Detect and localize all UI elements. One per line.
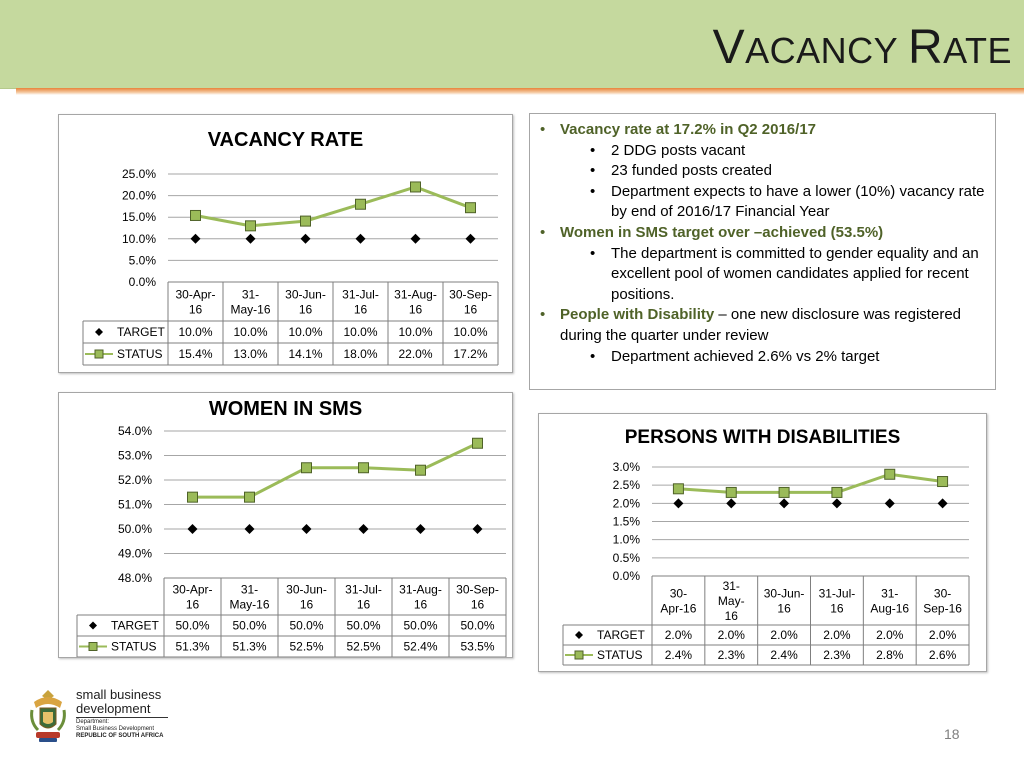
status-line (193, 443, 478, 497)
y-tick-label: 0.0% (128, 275, 156, 289)
y-tick-label: 50.0% (117, 522, 152, 536)
y-tick-label: 53.0% (117, 448, 152, 463)
bullet-dot: • (590, 347, 596, 365)
target-marker (302, 524, 312, 534)
vacancy-rate-plot (59, 115, 512, 372)
bullet-women-sms-text: Women in SMS target over –achieved (53.5%) (560, 223, 884, 241)
x-tick-label: 16 (408, 302, 423, 317)
sub-bullet (538, 182, 988, 223)
y-tick-label: 1.5% (612, 514, 640, 529)
x-tick-label: 30-Apr- (172, 582, 213, 597)
status-value-cell: 51.3% (232, 639, 267, 654)
x-tick-label: 31- (722, 579, 740, 593)
logo-country: REPUBLIC OF SOUTH AFRICA (76, 733, 164, 739)
status-marker (416, 465, 426, 475)
target-value-cell: 50.0% (403, 618, 438, 633)
target-value-cell: 2.0% (717, 628, 745, 642)
x-tick-label: 31-Jul- (345, 582, 382, 597)
status-value-cell: 2.3% (823, 648, 851, 662)
bullet-dot: • (540, 306, 546, 324)
x-tick-label: 30-Sep- (456, 582, 499, 597)
x-tick-label: 31-Jul- (818, 586, 856, 601)
y-tick-label: 25.0% (121, 167, 156, 181)
x-tick-label: 16 (353, 302, 368, 317)
x-tick-label: 16 (470, 597, 485, 612)
x-tick-label: 16 (185, 597, 200, 612)
vacancy-rate-chart (58, 114, 513, 373)
status-value-cell: 22.0% (398, 347, 433, 361)
x-tick-label: 30-Jun- (285, 287, 326, 302)
status-value-cell: 13.0% (233, 347, 268, 361)
status-marker (191, 210, 201, 220)
x-tick-label: 30-Jun- (763, 586, 805, 601)
coat-of-arms-icon (28, 688, 68, 744)
target-value-cell: 2.0% (876, 628, 904, 642)
status-value-cell: 14.1% (288, 347, 323, 361)
legend-status-marker (95, 350, 103, 358)
legend-target-marker (89, 622, 97, 630)
target-marker (885, 498, 895, 508)
target-marker (246, 234, 256, 244)
status-value-cell: 2.3% (717, 648, 745, 662)
target-marker (726, 498, 736, 508)
sub-bullet-text: The department is committed to gender equality and an excellent pool of women candidates applied for recent positions. (611, 244, 979, 303)
status-marker (359, 463, 369, 473)
y-tick-label: 48.0% (117, 571, 152, 585)
y-tick-label: 0.0% (612, 569, 640, 583)
sub-bullet-text: Department achieved 2.6% vs 2% target (611, 347, 880, 365)
bullet-dot: • (540, 223, 546, 241)
bullet-dot: • (590, 244, 596, 262)
target-value-cell: 10.0% (288, 325, 323, 339)
target-marker (938, 498, 948, 508)
sub-bullet (538, 347, 988, 368)
x-tick-label: 16 (298, 302, 313, 317)
bullet-dot: • (540, 121, 546, 138)
x-tick-label: 31- (240, 582, 259, 597)
x-tick-label: Aug-16 (870, 601, 910, 616)
sub-bullet (538, 161, 988, 182)
page-number: 18 (944, 726, 960, 742)
x-tick-label: 16 (413, 597, 428, 612)
status-marker (466, 203, 476, 213)
logo-dept-label: Department: (76, 719, 110, 725)
bullet-dot: • (590, 162, 596, 180)
status-marker (245, 492, 255, 502)
status-value-cell: 51.3% (175, 639, 210, 654)
status-marker (301, 216, 311, 226)
target-value-cell: 10.0% (233, 325, 268, 339)
status-line (196, 187, 471, 226)
x-tick-label: 16 (830, 601, 844, 616)
status-marker (938, 477, 948, 487)
status-marker (302, 463, 312, 473)
status-marker (832, 487, 842, 497)
sub-bullet-text: 23 funded posts created (611, 162, 772, 180)
status-value-cell: 52.5% (289, 639, 324, 654)
status-value-cell: 17.2% (453, 347, 488, 361)
target-value-cell: 10.0% (398, 325, 433, 339)
header-shadow (16, 88, 1024, 95)
status-marker (246, 221, 256, 231)
sub-bullet-text: Department expects to have a lower (10%) vacancy rate by end of 2016/17 Financial Year (611, 182, 985, 221)
bullet-dot: • (590, 182, 596, 200)
bullet-women-sms (538, 223, 988, 244)
x-tick-label: 30-Sep- (449, 287, 492, 302)
x-tick-label: Apr-16 (660, 601, 697, 616)
target-marker (301, 234, 311, 244)
legend-target-marker (575, 631, 583, 639)
target-value-cell: 10.0% (453, 325, 488, 339)
x-tick-label: 31-Aug- (399, 582, 442, 597)
x-tick-label: 31-Jul- (342, 287, 379, 302)
women-in-sms-plot (59, 393, 512, 657)
y-tick-label: 5.0% (128, 253, 156, 268)
bullet-vacancy-text: Vacancy rate at 17.2% in Q2 2016/17 (560, 121, 817, 138)
target-marker (245, 524, 255, 534)
status-value-cell: 52.4% (403, 639, 438, 654)
x-tick-label: 31- (241, 287, 260, 302)
legend-target-label: TARGET (111, 618, 159, 633)
slide-title (713, 20, 1012, 75)
target-marker (832, 498, 842, 508)
x-tick-label: 31- (881, 586, 899, 601)
x-tick-label: 30- (669, 586, 688, 601)
status-marker (411, 182, 421, 192)
target-value-cell: 2.0% (770, 628, 798, 642)
y-tick-label: 15.0% (121, 210, 156, 225)
status-value-cell: 2.8% (876, 648, 904, 662)
x-tick-label: 30-Apr- (175, 287, 216, 302)
title-letter-r: R (907, 21, 944, 74)
logo-dept-name: Small Business Development (76, 726, 155, 732)
legend-target-marker (95, 328, 103, 336)
disabilities-chart (538, 413, 987, 672)
status-value-cell: 53.5% (460, 639, 495, 654)
status-marker (885, 469, 895, 479)
status-marker (726, 487, 736, 497)
chart-title: WOMEN IN SMS (208, 398, 363, 420)
legend-status-marker (89, 643, 97, 651)
x-tick-label: 16 (299, 597, 314, 612)
legend-status-label: STATUS (111, 639, 157, 654)
legend-status-label: STATUS (597, 648, 643, 662)
target-value-cell: 50.0% (175, 618, 210, 633)
bullet-disability-text: – one new disclosure was registered during the quarter under review (560, 306, 961, 344)
title-part-ate: ATE (943, 30, 1012, 71)
status-value-cell: 18.0% (343, 347, 378, 361)
target-marker (416, 524, 426, 534)
y-tick-label: 0.5% (612, 550, 640, 565)
target-marker (779, 498, 789, 508)
target-marker (188, 524, 198, 534)
y-tick-label: 51.0% (117, 497, 152, 512)
sub-bullet (538, 244, 988, 306)
x-tick-label: May-16 (230, 302, 271, 317)
chart-title: VACANCY RATE (207, 129, 364, 151)
y-tick-label: 2.0% (612, 496, 640, 511)
legend-target-label: TARGET (117, 325, 165, 339)
bullet-list (538, 120, 988, 367)
status-marker (356, 199, 366, 209)
x-tick-label: 30- (933, 586, 952, 601)
target-value-cell: 50.0% (346, 618, 381, 633)
status-marker (188, 492, 198, 502)
x-tick-label: 16 (463, 302, 478, 317)
x-tick-label: 31-Aug- (394, 287, 437, 302)
title-letter-v: V (712, 21, 746, 74)
x-tick-label: 30-Jun- (286, 582, 327, 597)
target-marker (191, 234, 201, 244)
x-tick-label: May-16 (229, 597, 270, 612)
status-marker (779, 487, 789, 497)
target-marker (466, 234, 476, 244)
status-line (678, 474, 942, 492)
bullet-dot: • (590, 141, 596, 159)
y-tick-label: 52.0% (117, 473, 152, 487)
logo-name-line1: small business (76, 687, 162, 702)
target-value-cell: 2.0% (928, 628, 957, 642)
x-tick-label: 16 (777, 601, 791, 616)
y-tick-label: 20.0% (121, 188, 156, 203)
bullet-disability (538, 305, 988, 346)
target-value-cell: 10.0% (343, 325, 378, 339)
y-tick-label: 49.0% (117, 546, 152, 561)
bullet-disability-highlight: People with Disability (560, 306, 715, 324)
legend-status-label: STATUS (117, 347, 163, 361)
target-marker (411, 234, 421, 244)
target-value-cell: 50.0% (232, 618, 267, 633)
target-value-cell: 50.0% (289, 618, 324, 633)
status-value-cell: 15.4% (178, 347, 213, 361)
y-tick-label: 3.0% (612, 460, 640, 474)
bullet-vacancy (538, 120, 988, 141)
target-marker (673, 498, 683, 508)
x-tick-label: Sep-16 (923, 601, 962, 616)
legend-target-label: TARGET (597, 628, 645, 642)
department-logo (28, 688, 178, 744)
logo-subtext (76, 719, 163, 740)
status-value-cell: 2.4% (770, 648, 798, 662)
x-tick-label: 16 (356, 597, 371, 612)
y-tick-label: 54.0% (117, 424, 152, 438)
chart-title: PERSONS WITH DISABILITIES (624, 427, 901, 448)
status-value-cell: 52.5% (346, 639, 381, 654)
target-marker (359, 524, 369, 534)
target-value-cell: 2.0% (823, 628, 851, 642)
x-tick-label: May- (717, 594, 745, 608)
y-tick-label: 10.0% (121, 231, 156, 246)
target-value-cell: 50.0% (460, 618, 495, 633)
women-in-sms-chart (58, 392, 513, 658)
target-value-cell: 2.0% (664, 628, 693, 642)
target-value-cell: 10.0% (178, 325, 213, 339)
x-tick-label: 16 (724, 609, 738, 623)
target-marker (356, 234, 366, 244)
sub-bullet-text: 2 DDG posts vacant (611, 141, 746, 159)
status-value-cell: 2.4% (664, 648, 693, 662)
status-marker (473, 438, 483, 448)
sub-bullet (538, 141, 988, 162)
disabilities-plot (539, 414, 986, 671)
logo-rule (76, 717, 168, 718)
y-tick-label: 1.0% (612, 532, 640, 547)
status-value-cell: 2.6% (928, 648, 957, 662)
x-tick-label: 16 (188, 302, 203, 317)
logo-name-line2: development (76, 701, 151, 716)
logo-name (76, 688, 161, 716)
summary-text-box (529, 113, 996, 390)
status-marker (673, 484, 683, 494)
y-tick-label: 2.5% (612, 478, 640, 493)
title-part-acancy: ACANCY (745, 30, 908, 71)
target-marker (473, 524, 483, 534)
legend-status-marker (575, 651, 583, 659)
